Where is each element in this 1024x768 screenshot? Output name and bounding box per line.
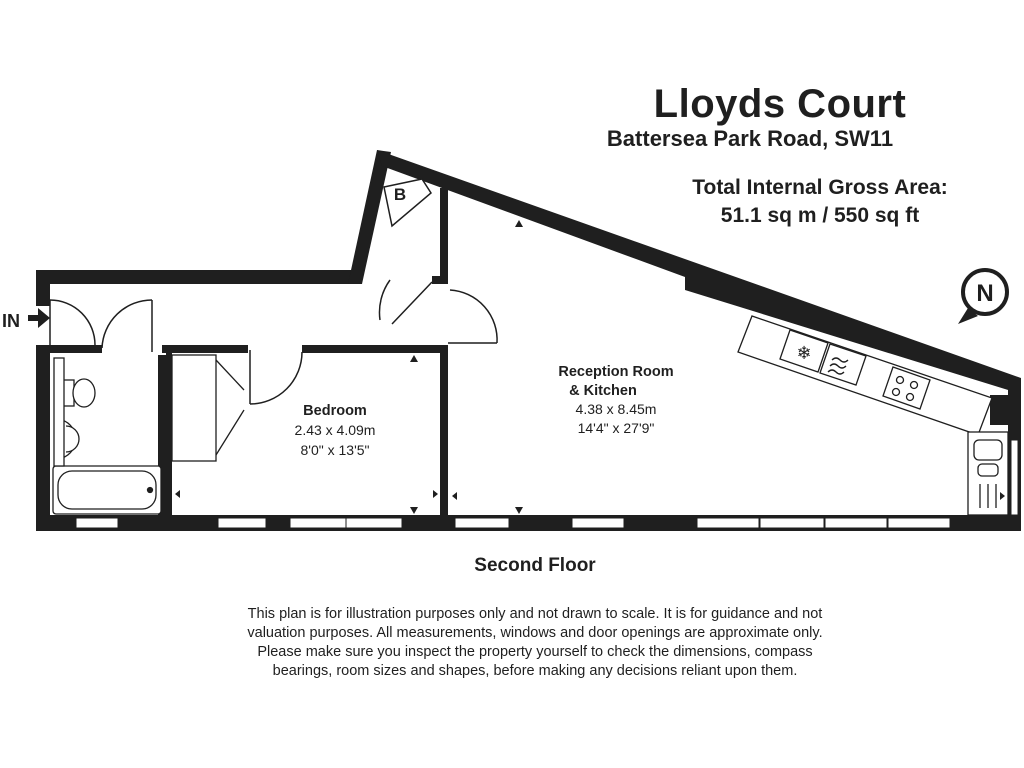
wall-bedroom-top-2 <box>302 345 448 353</box>
cupboard-door <box>379 280 390 320</box>
disclaimer-line-4: bearings, room sizes and shapes, before making any decisions reliant upon them. <box>272 663 798 679</box>
property-title: Lloyds Court <box>653 82 907 126</box>
right-wall-nib <box>990 395 1010 425</box>
arrow-right-icon <box>28 308 50 328</box>
gross-area-label: Total Internal Gross Area: <box>692 176 948 199</box>
svg-text:❄: ❄ <box>796 343 812 363</box>
reception-name-2: & Kitchen <box>569 383 637 399</box>
entrance-door <box>50 300 95 345</box>
reception-label <box>558 364 673 436</box>
doors <box>50 280 497 404</box>
disclaimer-line-2: valuation purposes. All measurements, windows and door openings are approximate only. <box>247 625 823 641</box>
left-wall-lower <box>36 345 50 531</box>
bedroom-label <box>295 403 376 458</box>
outer-walls <box>36 150 1021 531</box>
bathroom-fixtures <box>53 358 161 514</box>
wardrobe <box>172 355 244 461</box>
boiler-cupboard <box>384 179 431 226</box>
hall-top-wall <box>36 270 362 284</box>
disclaimer-line-1: This plan is for illustration purposes only and not drawn to scale. It is for guidance and not <box>247 606 823 622</box>
angled-north-wall <box>348 150 391 284</box>
entrance-marker <box>2 308 50 331</box>
bedroom-door <box>250 352 302 404</box>
disclaimer-line-3: Please make sure you inspect the property yourself to check the dimensions, compass <box>257 644 813 660</box>
bedroom-name: Bedroom <box>303 403 367 419</box>
diagonal-wall <box>377 150 1021 394</box>
bathroom-door <box>102 300 152 348</box>
compass-icon <box>958 270 1007 324</box>
compass-label: N <box>976 280 994 307</box>
gross-area-value: 51.1 sq m / 550 sq ft <box>720 204 920 227</box>
boiler-label: B <box>393 185 407 204</box>
disclaimer <box>150 605 920 681</box>
reception-name-1: Reception Room <box>558 364 674 380</box>
wall-bedroom-right <box>440 345 448 515</box>
wall-cupboard-right <box>440 188 448 280</box>
wall-cupboard-bottom <box>432 276 448 284</box>
reception-metric: 4.38 x 8.45m <box>575 401 657 417</box>
wall-bath-top <box>50 345 102 353</box>
bedroom-imperial: 8'0" x 13'5" <box>300 442 370 458</box>
reception-door <box>450 290 497 343</box>
wall-bedroom-top <box>162 345 248 353</box>
floor-label: Second Floor <box>474 555 596 576</box>
entrance-label: IN <box>2 311 20 331</box>
bedroom-metric: 2.43 x 4.09m <box>294 422 376 438</box>
property-address: Battersea Park Road, SW11 <box>606 126 894 151</box>
reception-imperial: 14'4" x 27'9" <box>577 420 655 436</box>
wall-bedroom-left <box>166 345 172 515</box>
